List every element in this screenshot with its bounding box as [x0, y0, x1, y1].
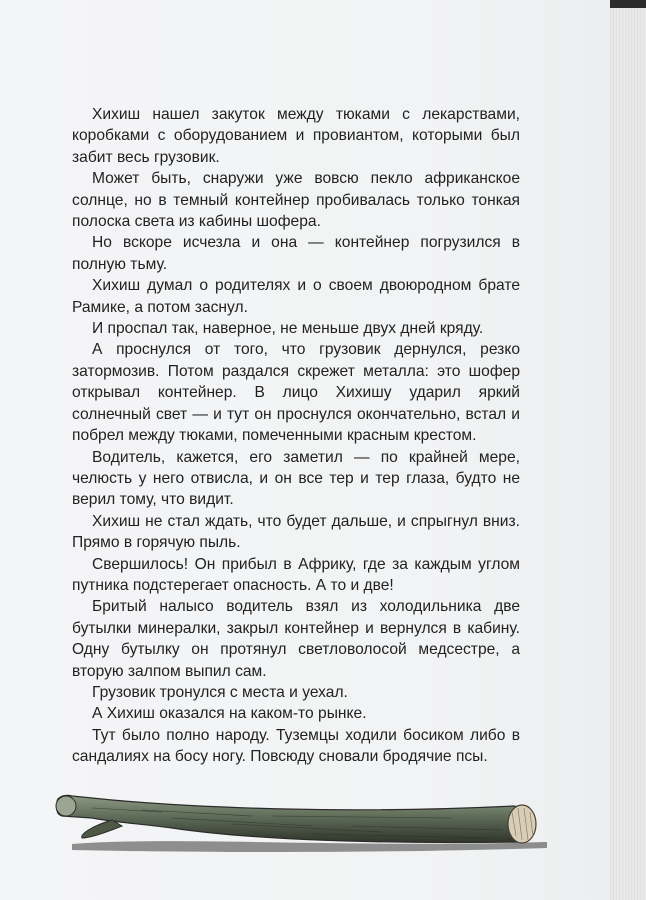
page-edges — [610, 0, 646, 900]
paragraph-4: Хихиш думал о родителях и о своем двоюродном брате Рамике, а потом заснул. — [72, 277, 520, 316]
stick-body — [57, 795, 522, 842]
body-text — [72, 104, 520, 768]
stick-branch — [82, 820, 122, 838]
paragraph-13: Тут было полно народу. Туземцы ходили босиком либо в сандалиях на босу ногу. Повсюду сновали бродячие псы. — [72, 726, 520, 766]
paragraph-11: Грузовик тронулся с места и уехал. — [92, 683, 348, 701]
paragraph-3: Но вскоре исчезла и она — контейнер погрузился в полную тьму. — [72, 234, 520, 273]
paragraph-7: Водитель, кажется, его заметил — по крайней мере, челюсть у него отвисла, и он все тер и тер глаза, будто не верил тому, что видит. — [72, 448, 520, 509]
book-cover-corner — [610, 0, 646, 8]
paragraph-2: Может быть, снаружи уже вовсю пекло африканское солнце, но в темный контейнер пробивалась только тонкая полоска света из кабины шофера. — [72, 170, 520, 231]
stick-illustration — [52, 786, 552, 856]
paragraph-1: Хихиш нашел закуток между тюками с лекарствами, коробками с оборудованием и провиантом, которыми был забит весь грузовик. — [72, 106, 520, 166]
paragraph-12: А Хихиш оказался на каком-то рынке. — [92, 705, 367, 723]
paragraph-10: Бритый налысо водитель взял из холодильника две бутылки минералки, закрыл контейнер и вернулся в кабину. Одну бутылку он протянул светловолосой медсестре, а вторую залпом выпил сам. — [72, 598, 520, 680]
paragraph-5: И проспал так, наверное, не меньше двух дней кряду. — [92, 320, 484, 338]
stick-left-end — [56, 796, 76, 816]
paragraph-9: Свершилось! Он прибыл в Африку, где за каждым углом путника подстерегает опасность. А то и две! — [72, 555, 520, 594]
paragraph-6: А проснулся от того, что грузовик дернулся, резко затормозив. Потом раздался скрежет металла: это шофер открывал контейнер. В лицо Хихишу ударил яркий солнечный свет — и тут он проснулся окончательно, встал и побрел между тюками, помеченными красным крестом. — [72, 341, 520, 445]
paragraph-8: Хихиш не стал ждать, что будет дальше, и спрыгнул вниз. Прямо в горячую пыль. — [72, 512, 520, 552]
